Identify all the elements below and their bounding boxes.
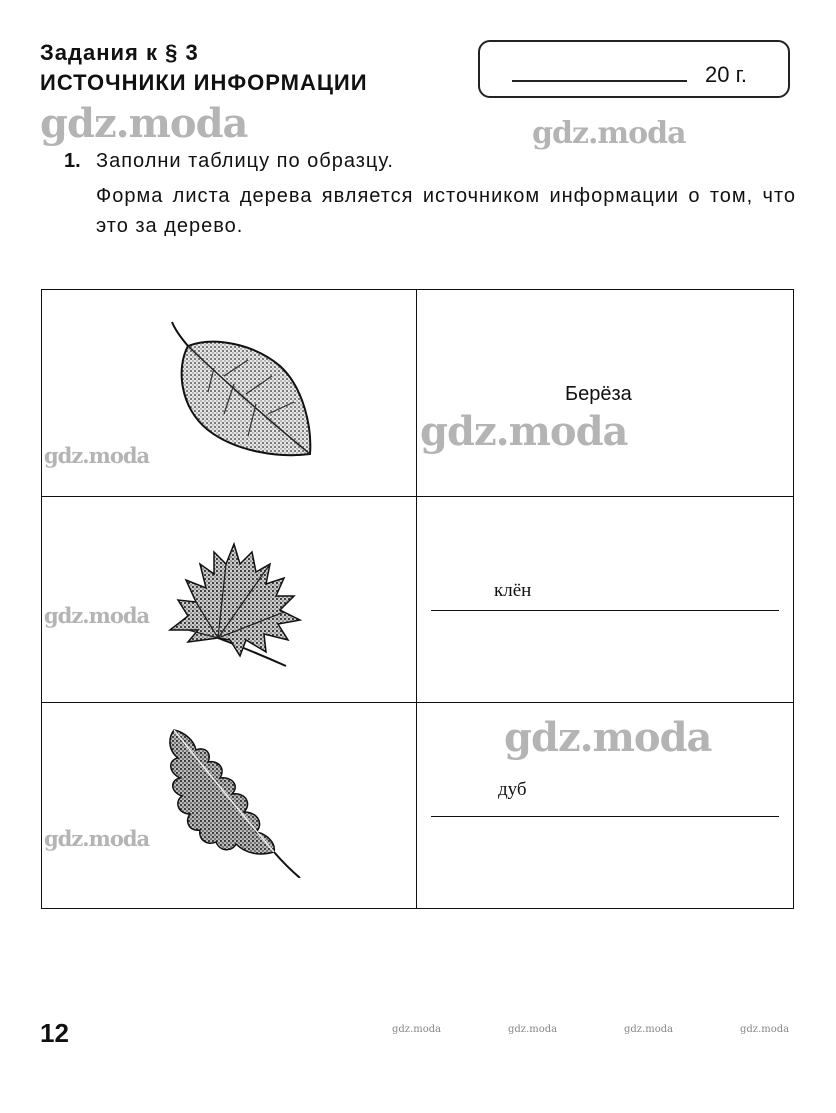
table-divider	[42, 702, 793, 703]
task-number: 1.	[64, 150, 81, 172]
watermark: gdz.moda	[420, 408, 628, 455]
task-description: Форма листа дерева является источником информации о том, что это за дерево.	[96, 185, 796, 237]
task-title: Заполни таблицу по образцу.	[96, 150, 394, 172]
watermark: gdz.moda	[44, 443, 150, 468]
watermark: gdz.moda	[44, 603, 150, 628]
oak-leaf-icon	[160, 728, 310, 883]
answer-line	[431, 610, 779, 611]
birch-leaf-icon	[162, 318, 322, 473]
watermark: gdz.moda	[740, 1024, 790, 1035]
maple-leaf-icon	[160, 530, 310, 675]
watermark: gdz.moda	[532, 116, 686, 151]
watermark: gdz.moda	[392, 1024, 442, 1035]
answer-text: дуб	[498, 779, 527, 800]
section-heading: Задания к § 3	[40, 40, 199, 65]
table-divider	[416, 290, 417, 908]
leaf-table	[41, 289, 794, 909]
date-box	[478, 40, 790, 98]
answer-line	[431, 816, 779, 817]
section-title: ИСТОЧНИКИ ИНФОРМАЦИИ	[40, 70, 368, 95]
watermark: gdz.moda	[508, 1024, 558, 1035]
answer-text: клён	[494, 580, 532, 601]
watermark: gdz.moda	[504, 714, 712, 761]
page-number: 12	[40, 1018, 69, 1048]
watermark: gdz.moda	[44, 826, 150, 851]
answer-text: Берёза	[565, 383, 632, 405]
table-divider	[42, 496, 793, 497]
date-year-label: 20 г.	[705, 62, 748, 87]
watermark: gdz.moda	[40, 100, 248, 147]
date-fill-line	[512, 80, 687, 82]
watermark: gdz.moda	[624, 1024, 674, 1035]
